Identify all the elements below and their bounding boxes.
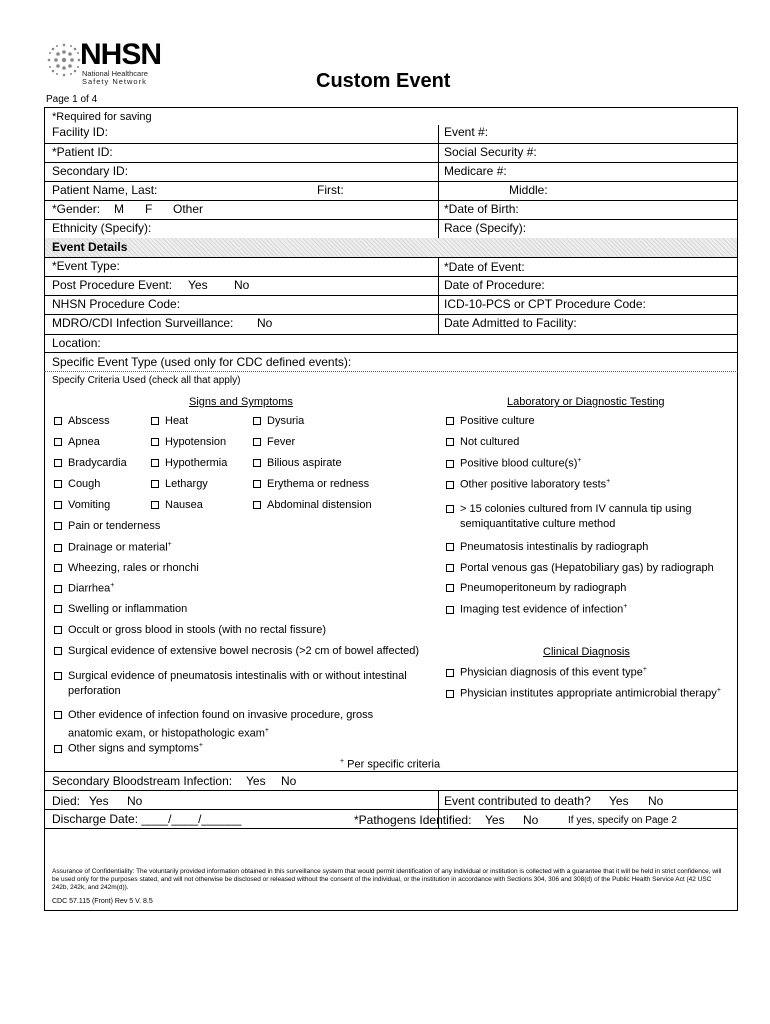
checkbox-icon[interactable] [54, 544, 62, 552]
checkbox-icon[interactable] [151, 459, 159, 467]
signs-heading: Signs and Symptoms [189, 396, 293, 408]
checkbox-icon[interactable] [446, 438, 454, 446]
dob-label[interactable]: *Date of Birth: [444, 202, 519, 216]
checkbox-nausea[interactable]: Nausea [151, 499, 203, 511]
checkbox-icon[interactable] [446, 417, 454, 425]
secondary-id-label[interactable]: Secondary ID: [52, 164, 129, 178]
row-rule [44, 276, 738, 277]
checkbox-portal-venous-gas[interactable]: Portal venous gas (Hepatobiliary gas) by radiograph [446, 562, 714, 574]
plus-marker: + [167, 541, 172, 548]
checkbox-positive-blood[interactable]: Positive blood culture(s)+ [446, 457, 581, 470]
checkbox-abdominal-distension[interactable]: Abdominal distension [253, 499, 372, 511]
checkbox-vomiting[interactable]: Vomiting [54, 499, 110, 511]
checkbox-icon[interactable] [253, 501, 261, 509]
checkbox-swelling[interactable]: Swelling or inflammation [54, 603, 187, 615]
contributed-death-yes[interactable]: Yes [609, 794, 629, 808]
died-label: Died: [52, 794, 81, 808]
page-title: Custom Event [316, 70, 451, 92]
checkbox-other-evidence[interactable]: Other evidence of infection found on invasive procedure, gross anatomic exam, or histopathologic exam+ [54, 708, 408, 742]
plus-marker: + [642, 666, 647, 673]
checkbox-icon[interactable] [151, 438, 159, 446]
checkbox-abscess[interactable]: Abscess [54, 415, 110, 427]
per-criteria-note: + Per specific criteria [340, 758, 441, 771]
checkbox-icon[interactable] [54, 459, 62, 467]
pathogens-yes[interactable]: Yes [485, 813, 505, 827]
checkbox-pneumoperitoneum[interactable]: Pneumoperitoneum by radiograph [446, 582, 626, 594]
mdro-label: MDRO/CDI Infection Surveillance: [52, 316, 234, 330]
event-number-label[interactable]: Event #: [444, 125, 489, 139]
checkbox-bilious-aspirate[interactable]: Bilious aspirate [253, 457, 342, 469]
plus-marker: + [198, 742, 203, 749]
row-rule [44, 219, 738, 220]
row-rule [44, 181, 738, 182]
row-rule [44, 771, 738, 772]
checkbox-surgical-necrosis[interactable]: Surgical evidence of extensive bowel necrosis (>2 cm of bowel affected) [54, 645, 419, 657]
checkbox-surgical-pneumatosis[interactable]: Surgical evidence of pneumatosis intestinalis with or without intestinal perforation [54, 669, 448, 699]
checkbox-drainage[interactable]: Drainage or material+ [54, 541, 172, 554]
medicare-label[interactable]: Medicare #: [444, 164, 507, 178]
row-rule [44, 809, 738, 810]
mdro-no-option[interactable]: No [257, 316, 273, 330]
specify-page-note: If yes, specify on Page 2 [568, 815, 677, 826]
checkbox-cough[interactable]: Cough [54, 478, 100, 490]
checkbox-hypothermia[interactable]: Hypothermia [151, 457, 227, 469]
checkbox-colonies[interactable]: > 15 colonies cultured from IV cannula tip using semiquantitative culture method [446, 502, 730, 532]
secondary-bsi-no[interactable]: No [281, 774, 297, 788]
race-label[interactable]: Race (Specify): [444, 221, 527, 235]
form-identifier: CDC 57.115 (Front) Rev 5 V. 8.5 [52, 898, 153, 905]
checkbox-icon[interactable] [446, 669, 454, 677]
checkbox-icon[interactable] [446, 543, 454, 551]
checkbox-lethargy[interactable]: Lethargy [151, 478, 208, 490]
checkbox-icon[interactable] [54, 522, 62, 530]
date-admitted-label[interactable]: Date Admitted to Facility: [444, 316, 577, 330]
checkbox-icon[interactable] [446, 584, 454, 592]
checkbox-icon[interactable] [446, 481, 454, 489]
nhsn-procedure-code-label[interactable]: NHSN Procedure Code: [52, 297, 181, 311]
nhsn-logo-globe-icon [44, 40, 84, 80]
row-rule [44, 200, 738, 201]
checkbox-fever[interactable]: Fever [253, 436, 295, 448]
checkbox-physician-diagnosis[interactable]: Physician diagnosis of this event type+ [446, 666, 647, 679]
row-rule [44, 314, 738, 315]
checkbox-icon[interactable] [446, 606, 454, 614]
checkbox-wheezing[interactable]: Wheezing, rales or rhonchi [54, 562, 199, 574]
contributed-death-label: Event contributed to death? [444, 794, 591, 808]
checkbox-icon[interactable] [54, 647, 62, 655]
checkbox-positive-culture[interactable]: Positive culture [446, 415, 535, 427]
row-rule [44, 828, 738, 829]
date-of-event-label[interactable]: *Date of Event: [444, 260, 525, 274]
dotted-rule [44, 371, 738, 372]
checkbox-bradycardia[interactable]: Bradycardia [54, 457, 127, 469]
gender-label: *Gender: [52, 202, 101, 216]
checkbox-icon[interactable] [151, 480, 159, 488]
checkbox-icon[interactable] [54, 745, 62, 753]
event-details-heading: Event Details [52, 240, 128, 254]
checkbox-icon[interactable] [54, 480, 62, 488]
gender-other-option[interactable]: Other [173, 202, 204, 216]
checkbox-icon[interactable] [253, 480, 261, 488]
checkbox-icon[interactable] [54, 501, 62, 509]
logo-subtitle-2: Safety Network [82, 77, 147, 86]
row-rule [44, 257, 738, 258]
checkbox-heat[interactable]: Heat [151, 415, 188, 427]
checkbox-occult-blood[interactable]: Occult or gross blood in stools (with no rectal fissure) [54, 624, 326, 636]
row-rule [44, 295, 738, 296]
post-procedure-no[interactable]: No [234, 278, 250, 292]
gender-f-option[interactable]: F [145, 202, 153, 216]
lab-heading: Laboratory or Diagnostic Testing [507, 396, 665, 408]
row-rule [44, 143, 738, 144]
logo-text: NHSN [80, 38, 162, 71]
checkbox-other-signs[interactable]: Other signs and symptoms+ [54, 742, 203, 755]
checkbox-other-positive[interactable]: Other positive laboratory tests+ [446, 478, 610, 491]
section-shading [45, 238, 737, 257]
checkbox-icon[interactable] [54, 417, 62, 425]
plus-marker: + [110, 582, 115, 589]
checkbox-icon[interactable] [54, 585, 62, 593]
pathogens-no[interactable]: No [523, 813, 539, 827]
clinical-heading: Clinical Diagnosis [543, 646, 630, 658]
checkbox-physician-therapy[interactable]: Physician institutes appropriate antimicrobial therapy+ [446, 687, 721, 700]
checkbox-pneumatosis[interactable]: Pneumatosis intestinalis by radiograph [446, 541, 648, 553]
checkbox-icon[interactable] [253, 459, 261, 467]
discharge-date-field[interactable]: Discharge Date: ____/____/______ [52, 812, 242, 826]
checkbox-icon[interactable] [54, 564, 62, 572]
died-no[interactable]: No [127, 794, 143, 808]
checkbox-hypotension[interactable]: Hypotension [151, 436, 226, 448]
checkbox-erythema[interactable]: Erythema or redness [253, 478, 369, 490]
plus-marker: + [623, 603, 628, 610]
checkbox-pain[interactable]: Pain or tenderness [54, 520, 160, 532]
criteria-instruction: Specify Criteria Used (check all that apply) [52, 375, 241, 386]
logo-subtitle-1: National Healthcare [82, 69, 148, 78]
checkbox-apnea[interactable]: Apnea [54, 436, 100, 448]
checkbox-diarrhea[interactable]: Diarrhea+ [54, 582, 114, 595]
checkbox-icon[interactable] [446, 505, 454, 513]
gender-m-option[interactable]: M [114, 202, 124, 216]
row-rule [44, 334, 738, 335]
checkbox-icon[interactable] [54, 711, 62, 719]
checkbox-icon[interactable] [253, 438, 261, 446]
row-rule [44, 162, 738, 163]
checkbox-imaging[interactable]: Imaging test evidence of infection+ [446, 603, 627, 616]
checkbox-icon[interactable] [54, 605, 62, 613]
checkbox-icon[interactable] [253, 417, 261, 425]
required-note: *Required for saving [52, 111, 152, 123]
plus-marker: + [606, 478, 611, 485]
checkbox-icon[interactable] [446, 690, 454, 698]
post-procedure-label: Post Procedure Event: [52, 278, 173, 292]
checkbox-icon[interactable] [54, 438, 62, 446]
row-rule [44, 352, 738, 353]
event-type-label[interactable]: *Event Type: [52, 259, 120, 273]
post-procedure-yes[interactable]: Yes [188, 278, 208, 292]
date-of-procedure-label[interactable]: Date of Procedure: [444, 278, 545, 292]
checkbox-icon[interactable] [54, 626, 62, 634]
checkbox-icon[interactable] [446, 460, 454, 468]
first-name-label[interactable]: First: [317, 183, 344, 197]
row-rule [44, 790, 738, 791]
confidentiality-statement: Assurance of Confidentiality: The voluntarily provided information obtained in this surveillance system that would permit identification of any individual or institution is collected with a guarantee that it will be held in strict confidence, will be used only for the purposes stated, and will not otherwise be disclosed or released without the consent of the individual, or the institution in accordance with Sections 304, 306 and 308(d) of the Public Health Service Act (42 USC 242b, 242k, and 242m(d)). [52, 868, 722, 891]
checkbox-icon[interactable] [446, 564, 454, 572]
checkbox-icon[interactable] [54, 672, 62, 680]
plus-marker: + [577, 457, 582, 464]
specific-event-type-label[interactable]: Specific Event Type (used only for CDC defined events): [52, 355, 352, 369]
plus-marker: + [716, 687, 721, 694]
facility-id-label[interactable]: Facility ID: [52, 125, 109, 139]
ethnicity-label[interactable]: Ethnicity (Specify): [52, 221, 152, 235]
secondary-bsi-yes[interactable]: Yes [246, 774, 266, 788]
last-name-label[interactable]: Patient Name, Last: [52, 183, 158, 197]
pathogens-label: *Pathogens Identified: [354, 813, 472, 827]
patient-id-label[interactable]: *Patient ID: [52, 145, 113, 159]
checkbox-not-cultured[interactable]: Not cultured [446, 436, 519, 448]
died-yes[interactable]: Yes [89, 794, 109, 808]
contributed-death-no[interactable]: No [648, 794, 664, 808]
middle-name-label[interactable]: Middle: [509, 183, 548, 197]
checkbox-dysuria[interactable]: Dysuria [253, 415, 304, 427]
ssn-label[interactable]: Social Security #: [444, 145, 537, 159]
checkbox-icon[interactable] [151, 417, 159, 425]
icd-procedure-code-label[interactable]: ICD-10-PCS or CPT Procedure Code: [444, 297, 646, 311]
checkbox-icon[interactable] [151, 501, 159, 509]
plus-marker: + [264, 727, 269, 734]
location-label[interactable]: Location: [52, 336, 101, 350]
page-number: Page 1 of 4 [46, 94, 98, 105]
secondary-bsi-label: Secondary Bloodstream Infection: [52, 774, 233, 788]
